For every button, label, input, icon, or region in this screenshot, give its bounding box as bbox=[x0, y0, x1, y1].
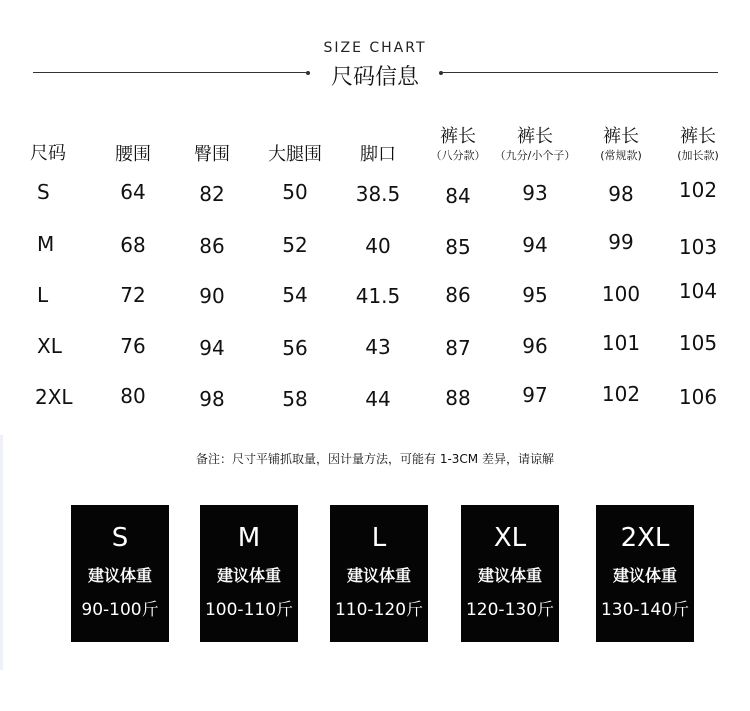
table-cell: 104 bbox=[678, 279, 718, 303]
table-cell: 68 bbox=[120, 233, 146, 257]
size-label: M bbox=[37, 232, 55, 256]
table-cell: 94 bbox=[199, 336, 225, 360]
table-cell: 50 bbox=[282, 180, 308, 204]
table-cell: 38.5 bbox=[355, 182, 401, 206]
table-cell: 40 bbox=[365, 234, 391, 258]
weight-card-label: 建议体重 bbox=[612, 566, 677, 585]
table-cell: 58 bbox=[282, 387, 308, 411]
weight-card-range: 100-110斤 bbox=[204, 600, 294, 620]
weight-card-size: M bbox=[237, 523, 261, 553]
weight-card bbox=[330, 505, 428, 642]
table-cell: 54 bbox=[282, 283, 308, 307]
column-header-6: 裤长 bbox=[517, 126, 553, 147]
table-cell: 84 bbox=[445, 184, 471, 208]
table-cell: 103 bbox=[678, 235, 718, 259]
size-label: L bbox=[37, 283, 49, 307]
size-label: 2XL bbox=[35, 385, 73, 409]
weight-card bbox=[71, 505, 169, 642]
table-cell: 85 bbox=[445, 235, 471, 259]
table-cell: 105 bbox=[678, 331, 718, 355]
table-cell: 98 bbox=[608, 182, 634, 206]
column-header-sub-7: (常规款) bbox=[600, 149, 642, 162]
size-chart-subtitle: SIZE CHART bbox=[323, 40, 427, 56]
size-label: S bbox=[37, 180, 50, 204]
weight-card-size: L bbox=[371, 523, 387, 553]
column-header-sub-8: (加长款) bbox=[677, 149, 719, 162]
table-cell: 86 bbox=[199, 234, 225, 258]
table-cell: 64 bbox=[120, 180, 146, 204]
column-header-0: 尺码 bbox=[30, 143, 66, 164]
column-header-3: 大腿围 bbox=[268, 144, 322, 165]
weight-card-range: 110-120斤 bbox=[334, 600, 424, 620]
table-cell: 72 bbox=[120, 283, 146, 307]
table-cell: 101 bbox=[601, 331, 641, 355]
column-header-4: 脚口 bbox=[360, 144, 396, 165]
table-cell: 100 bbox=[601, 282, 641, 306]
table-cell: 90 bbox=[199, 284, 225, 308]
table-cell: 102 bbox=[678, 178, 718, 202]
table-cell: 41.5 bbox=[355, 284, 401, 308]
table-cell: 98 bbox=[199, 387, 225, 411]
measurement-note: 备注：尺寸平铺抓取量，因计量方法，可能有 1-3CM 差异，请谅解 bbox=[196, 452, 554, 466]
header-divider-right bbox=[442, 72, 718, 73]
column-header-sub-5: （八分款） bbox=[430, 149, 486, 162]
column-header-5: 裤长 bbox=[440, 126, 476, 147]
table-cell: 44 bbox=[365, 387, 391, 411]
table-cell: 93 bbox=[522, 181, 548, 205]
table-cell: 96 bbox=[522, 334, 548, 358]
table-cell: 102 bbox=[601, 382, 641, 406]
weight-card bbox=[596, 505, 694, 642]
table-cell: 87 bbox=[445, 336, 471, 360]
weight-card-size: 2XL bbox=[620, 523, 670, 553]
left-edge-strip bbox=[0, 435, 3, 670]
weight-card-label: 建议体重 bbox=[477, 566, 542, 585]
column-header-2: 臀围 bbox=[194, 144, 230, 165]
column-header-8: 裤长 bbox=[680, 126, 716, 147]
weight-card bbox=[461, 505, 559, 642]
table-cell: 56 bbox=[282, 336, 308, 360]
weight-card-label: 建议体重 bbox=[346, 566, 411, 585]
table-cell: 43 bbox=[365, 335, 391, 359]
weight-card-size: S bbox=[111, 523, 129, 553]
size-chart-title: 尺码信息 bbox=[330, 65, 419, 90]
table-cell: 95 bbox=[522, 283, 548, 307]
table-cell: 94 bbox=[522, 233, 548, 257]
table-cell: 82 bbox=[199, 182, 225, 206]
table-cell: 52 bbox=[282, 233, 308, 257]
column-header-7: 裤长 bbox=[603, 126, 639, 147]
weight-card-label: 建议体重 bbox=[87, 566, 152, 585]
weight-card-range: 130-140斤 bbox=[600, 600, 690, 620]
size-label: XL bbox=[37, 334, 62, 358]
weight-card-label: 建议体重 bbox=[216, 566, 281, 585]
column-header-sub-6: （九分/小个子） bbox=[494, 149, 576, 162]
weight-card bbox=[200, 505, 298, 642]
table-cell: 76 bbox=[120, 334, 146, 358]
table-cell: 80 bbox=[120, 384, 146, 408]
column-header-1: 腰围 bbox=[115, 144, 151, 165]
table-cell: 86 bbox=[445, 283, 471, 307]
weight-card-size: XL bbox=[493, 523, 527, 553]
table-cell: 99 bbox=[608, 230, 634, 254]
table-cell: 106 bbox=[678, 385, 718, 409]
weight-card-range: 120-130斤 bbox=[465, 600, 555, 620]
table-cell: 88 bbox=[445, 386, 471, 410]
weight-card-range: 90-100斤 bbox=[81, 600, 159, 620]
table-cell: 97 bbox=[522, 383, 548, 407]
